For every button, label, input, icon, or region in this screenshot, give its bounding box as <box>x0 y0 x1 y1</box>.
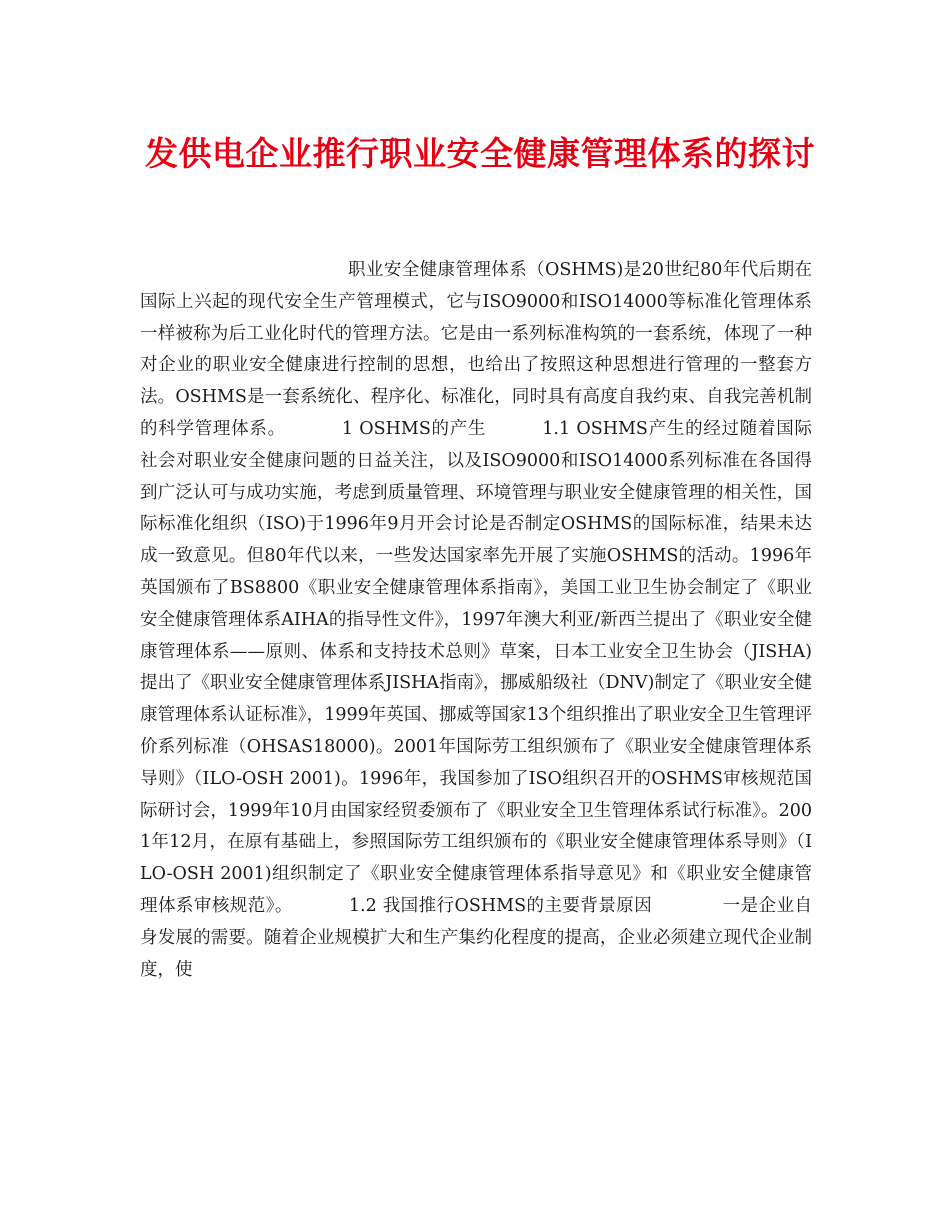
document-body <box>140 255 812 986</box>
heading-section-1-1: 1.1 OSHMS产生的经过 <box>542 418 740 439</box>
paragraph-background: 一是企业自身发展的需要。随着企业规模扩大和生产集约化程度的提高，企业必须建立现代企业制度，使 <box>140 895 813 980</box>
heading-section-1: 1 OSHMS的产生 <box>341 418 487 439</box>
heading-section-1-2: 1.2 我国推行OSHMS的主要背景原因 <box>348 895 653 916</box>
paragraph-intro: 职业安全健康管理体系（OSHMS)是20世纪80年代后期在国际上兴起的现代安全生产管理模式，它与ISO9000和ISO14000等标准化管理体系一样被称为后工业化时代的管理方法。它是由一系列标准构筑的一套系统，体现了一种对企业的职业安全健康进行控制的思想，也给出了按照这种思想进行管理的一整套方法。OSHMS是一套系统化、程序化、标准化，同时具有高度自我约束、自我完善机制的科学管理体系。 <box>140 260 812 439</box>
document-title: 发供电企业推行职业安全健康管理体系的探讨 <box>145 134 815 173</box>
paragraph-history: 随着国际社会对职业安全健康问题的日益关注，以及ISO9000和ISO14000系列标准在各国得到广泛认可与成功实施，考虑到质量管理、环境管理与职业安全健康管理的相关性，国际标准化组织（ISO)于1996年9月开会讨论是否制定OSHMS的国际标准，结果未达成一致意见。但80年代以来，一些发达国家率先开展了实施OSHMS的活动。1996年英国颁布了BS8800《职业安全健康管理体系指南》，美国工业卫生协会制定了《职业安全健康管理体系AIHA的指导性文件》，1997年澳大利亚/新西兰提出了《职业安全健康管理体系——原则、体系和支持技术总则》草案，日本工业安全卫生协会（JISHA)提出了《职业安全健康管理体系JISHA指南》，挪威船级社（DNV)制定了《职业安全健康管理体系认证标准》，1999年英国、挪威等国家13个组织推出了职业安全卫生管理评价系列标准（OHSAS18000)。2001年国际劳工组织颁布了《职业安全健康管理体系导则》（ILO-OSH 2001)。1996年，我国参加了ISO组织召开的OSHMS审核规范国际研讨会，1999年10月由国家经贸委颁布了《职业安全卫生管理体系试行标准》。2001年12月，在原有基础上，参照国际劳工组织颁布的《职业安全健康管理体系导则》（ILO-OSH 2001)组织制定了《职业安全健康管理体系指导意见》和《职业安全健康管理体系审核规范》。 <box>140 418 812 916</box>
